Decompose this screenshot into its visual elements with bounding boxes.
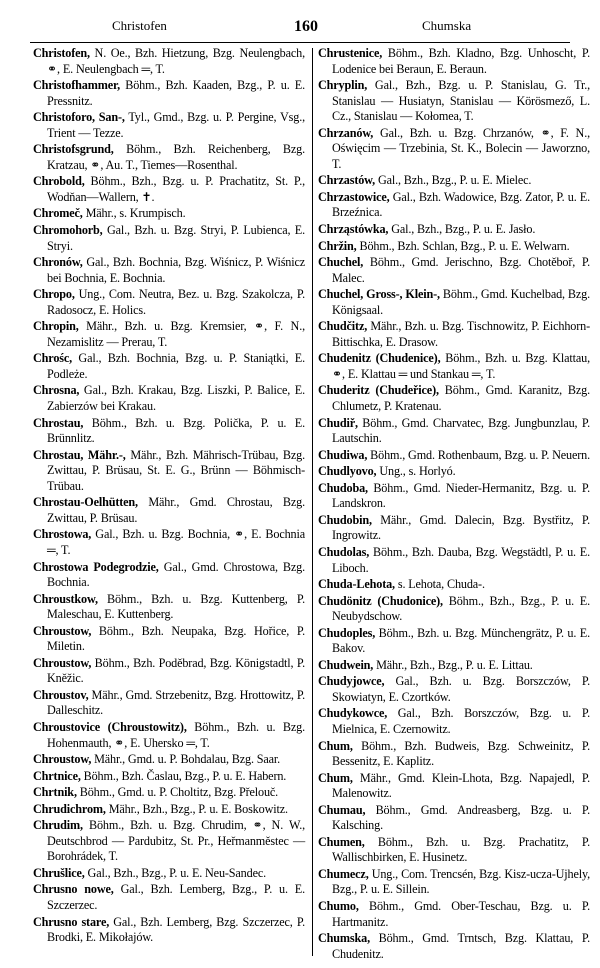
header-rule — [30, 42, 570, 43]
entry-text: Gal., Bzh. u. Bzg. Stryi, P. Lubienca, E. Stryi. — [47, 223, 305, 253]
entry-text: Böhm., Bzh. u. Bzg. Kuttenberg, P. Maleschau, E. Kuttenberg. — [47, 591, 305, 622]
gazetteer-entry — [318, 287, 590, 318]
entry-text: Gal., Bzh. Krakau, Bzg. Liszki, P. Balice, E. Zabierzów bei Krakau. — [47, 383, 305, 414]
gazetteer-entry — [33, 110, 305, 141]
entry-text: Böhm., Gmd. Rothenbaum, Bzg. u. P. Neuern. — [367, 447, 590, 462]
entry-headword: Chrzanów, — [318, 125, 374, 140]
gazetteer-entry — [318, 46, 590, 77]
entry-text: Mähr., Gmd. Klein-Lhota, Bzg. Napajedl, P. Malenowitz. — [332, 770, 590, 801]
entry-text: Böhm., Bzh. u. Bzg. Hohenmauth, ⚭, E. Uhersko ═, T. — [47, 719, 305, 750]
gazetteer-entry — [318, 383, 590, 414]
entry-headword: Chrosna, — [33, 383, 80, 398]
gazetteer-entry — [318, 513, 590, 544]
entry-headword: Chrzastowice, — [318, 189, 390, 204]
gazetteer-entry — [318, 577, 590, 593]
entry-headword: Chuderitz (Chudeřice), — [318, 383, 439, 398]
entry-text: Gal., Bzh. Lemberg, Bzg., P. u. E. Szczerzec. — [47, 882, 305, 912]
entry-text: Gal., Bzh. Bochnia, Bzg. u. P. Staniątki, E. Podleże. — [47, 351, 305, 381]
gazetteer-entry — [33, 255, 305, 286]
gazetteer-entry — [33, 78, 305, 109]
entry-headword: Chudiwa, — [318, 447, 368, 462]
entry-text: Böhm., Bzh. Schlan, Bzg., P. u. E. Welwarn. — [356, 238, 570, 253]
gazetteer-entry — [33, 560, 305, 591]
entry-text: Böhm., Bzh. Dauba, Bzg. Wegstädtl, P. u. E. Liboch. — [332, 544, 590, 575]
entry-text: Gal., Bzh. u. Bzg. Chrzanów, ⚭, F. N., Oświęcim — Trzebinia, St. K., Bolecin — Jaworzno, T. — [332, 125, 590, 171]
gazetteer-entry — [33, 383, 305, 414]
gazetteer-entry — [318, 803, 590, 834]
gazetteer-entry — [33, 46, 305, 77]
entry-text: s. Lehota, Chuda-. — [394, 577, 485, 592]
entry-text: Mähr., Gmd. Chrostau, Bzg. Zwittau, P. Brüsau. — [47, 495, 305, 525]
entry-text: Böhm., Gmd. Jerischno, Bzg. Chotěboř, P. Malec. — [332, 255, 590, 285]
gazetteer-entry — [318, 739, 590, 770]
gazetteer-entry — [318, 126, 590, 173]
gazetteer-entry — [318, 658, 590, 674]
gazetteer-entry — [33, 720, 305, 751]
gazetteer-entry — [33, 592, 305, 623]
gazetteer-entry — [33, 769, 305, 785]
gazetteer-entry — [318, 545, 590, 576]
entry-headword: Chrusno stare, — [33, 914, 110, 929]
entry-headword: Chumau, — [318, 802, 366, 817]
gazetteer-entry — [318, 222, 590, 238]
right-column — [318, 46, 590, 963]
gazetteer-entry — [318, 674, 590, 705]
gazetteer-entry — [33, 624, 305, 655]
gazetteer-entry — [318, 594, 590, 625]
entry-text: Böhm., Bzh. u. Bzg. Polička, P. u. E. Brünnlitz. — [47, 415, 305, 446]
entry-headword: Chrudim, — [33, 818, 83, 833]
entry-headword: Chrośc, — [33, 351, 73, 366]
entry-text: Böhm., Bzh. u. Bzg. Prachatitz, P. Wallischbirken, E. Husinetz. — [332, 834, 590, 865]
entry-headword: Christofsgrund, — [33, 142, 114, 157]
entry-text: Böhm., Gmd. Ober-Teschau, Bzg. u. P. Hartmanitz. — [332, 898, 590, 929]
entry-headword: Chrtnik, — [33, 785, 77, 800]
entry-headword: Chudoples, — [318, 625, 376, 640]
gazetteer-entry — [318, 190, 590, 221]
entry-text: Böhm., Bzh., Bzg. u. P. Prachatitz, St. P., Wodňan—Wallern, ✝. — [47, 174, 305, 204]
gazetteer-entry — [33, 416, 305, 447]
entry-text: Gal., Gmd. Chrostowa, Bzg. Bochnia. — [47, 559, 305, 590]
gazetteer-entry — [33, 818, 305, 865]
entry-text: Gal., Bzh., Bzg., P. u. E. Jasło. — [388, 222, 536, 237]
entry-text: Mähr., Bzh., Bzg., P. u. E. Boskowitz. — [105, 801, 288, 816]
entry-headword: Chrtnice, — [33, 768, 81, 783]
entry-text: Mähr., Bzh. Mährisch-Trübau, Bzg. Zwittau, P. Brüsau, St. E. G., Brünn — Böhmisch-Trübau. — [47, 447, 305, 493]
entry-headword: Chroustovice (Chroustowitz), — [33, 719, 187, 734]
gazetteer-entry — [318, 448, 590, 464]
gazetteer-entry — [33, 656, 305, 687]
column-divider — [312, 48, 313, 956]
entry-text: Gal., Bzh. u. Bzg. Bochnia, ⚭, E. Bochnia ═, T. — [47, 527, 305, 557]
entry-text: Böhm., Bzh. Poděbrad, Bzg. Königstadtl, P. Kněžic. — [47, 655, 305, 686]
gazetteer-entry — [318, 867, 590, 898]
gazetteer-entry — [33, 752, 305, 768]
entry-headword: Chrostowa, — [33, 527, 92, 542]
entry-text: Böhm., Bzh. Neupaka, Bzg. Hořice, P. Miletin. — [47, 623, 305, 654]
entry-headword: Chumen, — [318, 834, 365, 849]
entry-headword: Chudiř, — [318, 415, 358, 430]
gazetteer-entry — [33, 915, 305, 946]
entry-text: Mähr., s. Krumpisch. — [82, 206, 186, 221]
entry-text: Böhm., Gmd. Nieder-Hermanitz, Bzg. u. P. Landskron. — [332, 480, 590, 511]
entry-headword: Chumska, — [318, 931, 370, 946]
entry-headword: Chroustow, — [33, 623, 92, 638]
entry-text: Mähr., Gmd. u. P. Bohdalau, Bzg. Saar. — [91, 752, 281, 767]
entry-headword: Chržin, — [318, 238, 357, 253]
gazetteer-entry — [318, 173, 590, 189]
entry-headword: Chum, — [318, 738, 353, 753]
gazetteer-entry — [33, 527, 305, 558]
entry-headword: Chronów, — [33, 255, 83, 270]
entry-headword: Chroustov, — [33, 687, 89, 702]
entry-headword: Chromohorb, — [33, 223, 103, 238]
entry-text: Böhm., Bzh., Bzg., P. u. E. Neubydschow. — [332, 593, 590, 624]
entry-headword: Chropin, — [33, 319, 79, 334]
entry-text: Böhm., Gmd. u. P. Choltitz, Bzg. Přelouč. — [76, 785, 279, 800]
entry-headword: Chuchel, Gross-, Klein-, — [318, 287, 440, 302]
entry-headword: Chumecz, — [318, 866, 369, 881]
entry-text: Böhm., Bzh. Reichenberg, Bzg. Kratzau, ⚭, Au. T., Tiemes—Rosenthal. — [47, 142, 305, 172]
entry-text: Böhm., Bzh. Kaaden, Bzg., P. u. E. Pressnitz. — [47, 78, 305, 108]
gazetteer-entry — [318, 239, 590, 255]
entry-text: Böhm., Bzh. u. Bzg. Chrudim, ⚭, N. W., Deutschbrod — Pardubitz, St. Pr., Heřmanměstec — Borohrádek, T. — [47, 818, 305, 864]
gazetteer-entry — [33, 882, 305, 913]
entry-text: Ung., Com. Trencsén, Bzg. Kisz-ucza-Ujhely, Bzg., P. u. E. Sillein. — [332, 866, 590, 897]
gazetteer-entry — [318, 626, 590, 657]
entry-headword: Chrušlice, — [33, 865, 85, 880]
entry-text: Böhm., Bzh. Budweis, Bzg. Schweinitz, P. Bessenitz, E. Kaplitz. — [332, 738, 590, 769]
entry-headword: Chrustenice, — [318, 46, 383, 60]
gazetteer-entry — [318, 464, 590, 480]
entry-headword: Chrzastów, — [318, 173, 376, 188]
entry-headword: Chrudichrom, — [33, 801, 106, 816]
entry-headword: Chudykowce, — [318, 706, 388, 721]
entry-text: Böhm., Gmd. Trntsch, Bzg. Klattau, P. Chudenitz. — [332, 931, 590, 961]
entry-headword: Chroustkow, — [33, 591, 98, 606]
gazetteer-entry — [33, 448, 305, 495]
gazetteer-entry — [33, 866, 305, 882]
gazetteer-entry — [33, 223, 305, 254]
entry-headword: Chuchel, — [318, 255, 364, 270]
entry-text: Böhm., Bzh. Časlau, Bzg., P. u. E. Habern. — [80, 768, 287, 783]
entry-headword: Chudoba, — [318, 480, 368, 495]
entry-headword: Chroustow, — [33, 752, 92, 767]
gazetteer-entry — [318, 416, 590, 447]
entry-headword: Chrostau, Mähr.-, — [33, 447, 126, 462]
entry-headword: Chrostau, — [33, 415, 84, 430]
entry-text: Tyl., Gmd., Bzg. u. P. Pergine, Vsg., Trient — Tezze. — [47, 110, 305, 140]
entry-headword: Chudenitz (Chudenice), — [318, 351, 441, 366]
entry-text: Gal., Bzh. u. Bzg. Borszczów, P. Skowiatyn, E. Czortków. — [332, 674, 590, 704]
page-number: 160 — [294, 18, 318, 35]
entry-headword: Chrostau-Oelhütten, — [33, 495, 138, 510]
entry-text: Gal., Bzh. Lemberg, Bzg. Szczerzec, P. Brodki, E. Mikołajów. — [47, 914, 305, 945]
gazetteer-entry — [33, 142, 305, 173]
entry-text: Böhm., Bzh. u. Bzg. Münchengrätz, P. u. E. Bakov. — [332, 625, 590, 656]
gazetteer-entry — [318, 771, 590, 802]
entry-text: Gal., Bzh., Bzg. u. P. Stanislau, G. Tr., Stanislau — Husiatyn, Stanislau — Körösmező, L. Cz., Stanislau — Kołomea, T. — [332, 78, 590, 124]
entry-headword: Chum, — [318, 770, 353, 785]
running-head-right: Chumska — [422, 18, 472, 33]
entry-headword: Chroustow, — [33, 655, 92, 670]
entry-headword: Chrobold, — [33, 174, 85, 189]
entry-text: Gal., Bzh. Wadowice, Bzg. Zator, P. u. E. Brzeźnica. — [332, 189, 590, 220]
entry-headword: Chumo, — [318, 898, 359, 913]
gazetteer-entry — [33, 351, 305, 382]
gazetteer-entry — [33, 206, 305, 222]
entry-headword: Chromeč, — [33, 206, 83, 221]
entry-headword: Chropo, — [33, 287, 75, 302]
entry-headword: Chrusno nowe, — [33, 882, 114, 897]
page-header — [30, 18, 570, 38]
entry-text: Böhm., Gmd. Andreasberg, Bzg. u. P. Kalsching. — [332, 802, 590, 833]
entry-text: Böhm., Gmd. Karanitz, Bzg. Chlumetz, P. Kratenau. — [332, 383, 590, 414]
entry-headword: Chudobin, — [318, 512, 372, 527]
gazetteer-entry — [318, 351, 590, 382]
entry-headword: Chudyjowce, — [318, 674, 385, 689]
entry-text: Mähr., Bzh. u. Bzg. Tischnowitz, P. Eichhorn-Bittischka, E. Drasow. — [332, 319, 590, 349]
gazetteer-entry — [318, 899, 590, 930]
gazetteer-entry — [318, 481, 590, 512]
entry-text: Mähr., Bzh. u. Bzg. Kremsier, ⚭, F. N., Nezamislitz — Prerau, T. — [47, 319, 305, 349]
gazetteer-entry — [33, 495, 305, 526]
gazetteer-entry — [33, 319, 305, 350]
left-column — [33, 46, 305, 947]
gazetteer-entry — [33, 287, 305, 318]
gazetteer-entry — [33, 785, 305, 801]
entry-headword: Christoforo, San-, — [33, 110, 125, 125]
gazetteer-entry — [33, 688, 305, 719]
entry-headword: Chuda-Lehota, — [318, 577, 395, 592]
entry-text: Gal., Bzh. Bochnia, Bzg. Wiśnicz, P. Wiśnicz bei Bochnia, E. Bochnia. — [47, 255, 305, 285]
gazetteer-entry — [318, 319, 590, 350]
gazetteer-entry — [318, 706, 590, 737]
entry-headword: Chudčitz, — [318, 319, 368, 334]
entry-headword: Chryplin, — [318, 78, 368, 93]
entry-text: Böhm., Bzh. Kladno, Bzg. Unhoscht, P. Lodenice bei Beraun, E. Beraun. — [332, 46, 590, 76]
entry-text: Ung., s. Horlyó. — [376, 464, 456, 479]
entry-text: Gal., Bzh., Bzg., P. u. E. Neu-Sandec. — [84, 865, 266, 880]
entry-headword: Chudolas, — [318, 544, 370, 559]
entry-headword: Chrostowa Podegrodzie, — [33, 559, 159, 574]
running-head-left: Christofen — [112, 18, 167, 33]
gazetteer-entry — [318, 255, 590, 286]
gazetteer-entry — [33, 802, 305, 818]
entry-text: Ung., Com. Neutra, Bez. u. Bzg. Szakolcza, P. Radosocz, E. Holics. — [47, 287, 305, 317]
entry-headword: Chrząstówka, — [318, 222, 389, 237]
entry-text: Böhm., Gmd. Kuchelbad, Bzg. Königsaal. — [332, 287, 590, 317]
entry-text: Mähr., Bzh., Bzg., P. u. E. Littau. — [373, 657, 533, 672]
entry-headword: Chudlyovo, — [318, 464, 377, 479]
gazetteer-entry — [318, 78, 590, 125]
entry-text: Mähr., Gmd. Dalecin, Bzg. Bystřitz, P. Ingrowitz. — [332, 512, 590, 543]
entry-text: Böhm., Bzh. u. Bzg. Klattau, ⚭, E. Klattau ═ und Stankau ═, T. — [332, 351, 590, 381]
entry-text: Gal., Bzh. Borszczów, Bzg. u. P. Mielnica, E. Czernowitz. — [332, 706, 590, 736]
entry-text: Gal., Bzh., Bzg., P. u. E. Mielec. — [375, 173, 532, 188]
entry-headword: Christofen, — [33, 46, 90, 60]
gazetteer-entry — [318, 931, 590, 962]
entry-headword: Chudönitz (Chudonice), — [318, 593, 443, 608]
gazetteer-entry — [318, 835, 590, 866]
gazetteer-entry — [33, 174, 305, 205]
entry-text: Mähr., Gmd. Strzebenitz, Bzg. Hrottowitz, P. Dalleschitz. — [47, 687, 305, 718]
entry-headword: Christofhammer, — [33, 78, 121, 93]
entry-text: Böhm., Gmd. Charvatec, Bzg. Jungbunzlau, P. Lautschin. — [332, 415, 590, 446]
entry-text: N. Oe., Bzh. Hietzung, Bzg. Neulengbach, ⚭, E. Neulengbach ═, T. — [47, 46, 305, 76]
entry-headword: Chudwein, — [318, 657, 374, 672]
